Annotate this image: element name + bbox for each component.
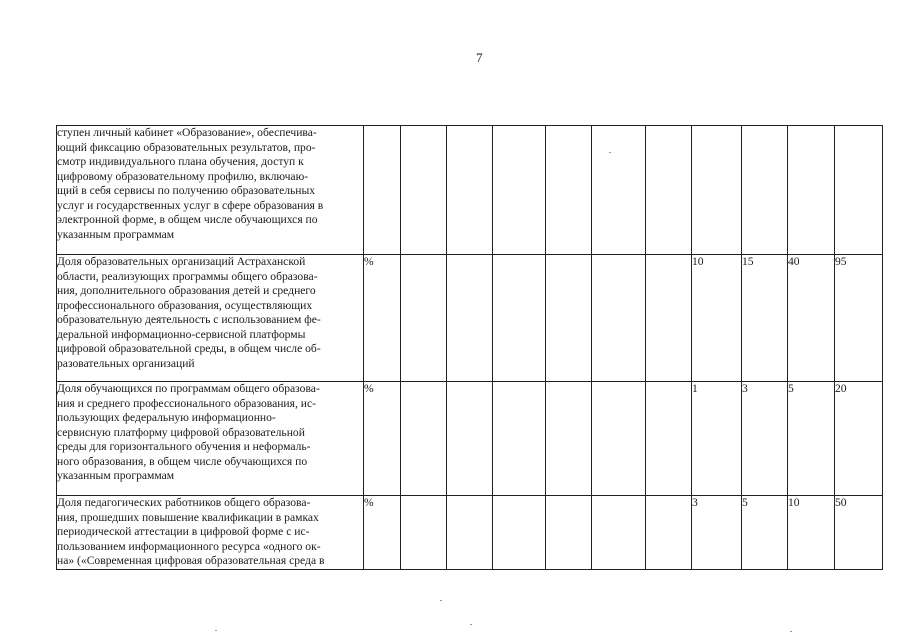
value-cell [447, 382, 493, 496]
description-line: деральной информационно-сервисной платформы [57, 327, 306, 341]
value-cell: 1 [692, 382, 742, 496]
description-line: на» («Современная цифровая образовательная среда в [57, 554, 325, 567]
description-line: образовательную деятельность с использованием фе- [57, 313, 321, 326]
value-cell [401, 255, 447, 382]
value-cell: 10 [788, 496, 835, 570]
description-line: Доля обучающихся по программам общего образова- [57, 382, 320, 395]
value-cell [592, 126, 646, 255]
value-cell [493, 255, 546, 382]
description-line: сервисную платформу цифровой образовательной [57, 425, 305, 439]
value-cell [788, 126, 835, 255]
description-line: Доля образовательных организаций Астраханской [57, 255, 306, 268]
scan-speck [215, 630, 217, 631]
description-line: периодической аттестации в цифровой форме с ис- [57, 525, 310, 538]
description-line: пользующих федеральную информационно- [57, 411, 276, 424]
table-row [57, 126, 883, 255]
description-line: пользованием информационного ресурса «одного ок- [57, 539, 321, 553]
value-cell [742, 126, 788, 255]
value-cell [447, 126, 493, 255]
value-cell: 3 [692, 496, 742, 570]
indicator-description [57, 255, 364, 382]
unit-cell: % [364, 382, 401, 496]
value-cell: 95 [835, 255, 883, 382]
description-line: области, реализующих программы общего образова- [57, 269, 318, 283]
description-line: ния, прошедших повышение квалификации в рамках [57, 510, 319, 524]
table-row [57, 496, 883, 570]
value-cell [493, 496, 546, 570]
unit-cell: % [364, 496, 401, 570]
value-cell [447, 255, 493, 382]
value-cell [646, 255, 692, 382]
value-cell [592, 255, 646, 382]
value-cell [646, 496, 692, 570]
description-line: разовательных организаций [57, 356, 195, 370]
value-cell [401, 496, 447, 570]
scan-speck [790, 631, 792, 632]
description-line: профессионального образования, осуществляющих [57, 298, 313, 312]
value-cell [447, 496, 493, 570]
value-cell [401, 382, 447, 496]
scan-speck [440, 600, 442, 601]
description-line: ступен личный кабинет «Образование», обеспечива- [57, 126, 317, 139]
description-line: услуг и государственных услуг в сфере образования в [57, 198, 324, 212]
description-line: указанным программам [57, 469, 175, 482]
value-cell [692, 126, 742, 255]
table-row [57, 255, 883, 382]
value-cell [546, 255, 592, 382]
value-cell [493, 126, 546, 255]
value-cell [546, 382, 592, 496]
table-row [57, 382, 883, 496]
unit-cell [364, 126, 401, 255]
unit-cell: % [364, 255, 401, 382]
description-line: цифровому образовательному профилю, включаю- [57, 169, 309, 183]
value-cell: 5 [788, 382, 835, 496]
description-line: щий в себя сервисы по получению образовательных [57, 184, 316, 197]
scan-speck [470, 624, 472, 625]
value-cell: 20 [835, 382, 883, 496]
indicator-description [57, 496, 364, 570]
description-line: цифровой образовательной среды, в общем числе об- [57, 342, 321, 355]
value-cell: 50 [835, 496, 883, 570]
value-cell [493, 382, 546, 496]
value-cell: 40 [788, 255, 835, 382]
value-cell: 10 [692, 255, 742, 382]
description-line: электронной форме, в общем числе обучающихся по [57, 213, 318, 226]
value-cell [592, 496, 646, 570]
value-cell [646, 382, 692, 496]
description-line: ния и среднего профессионального образования, ис- [57, 396, 316, 410]
value-cell [546, 496, 592, 570]
description-line: ющий фиксацию образовательных результатов, про- [57, 140, 316, 154]
value-cell: 5 [742, 496, 788, 570]
description-line: ния, дополнительного образования детей и среднего [57, 284, 316, 297]
indicator-description [57, 382, 364, 496]
scan-speck [609, 152, 611, 153]
description-line: Доля педагогических работников общего образова- [57, 496, 311, 509]
value-cell [592, 382, 646, 496]
description-line: смотр индивидуального плана обучения, доступ к [57, 155, 304, 168]
description-line: указанным программам [57, 227, 175, 241]
value-cell: 15 [742, 255, 788, 382]
value-cell [646, 126, 692, 255]
description-line: ного образования, в общем числе обучающихся по [57, 454, 308, 468]
indicator-description [57, 126, 364, 255]
value-cell [835, 126, 883, 255]
description-line: среды для горизонтального обучения и неформаль- [57, 440, 311, 453]
value-cell: 3 [742, 382, 788, 496]
value-cell [401, 126, 447, 255]
indicator-table [56, 125, 883, 570]
value-cell [546, 126, 592, 255]
page-number: 7 [476, 50, 483, 65]
